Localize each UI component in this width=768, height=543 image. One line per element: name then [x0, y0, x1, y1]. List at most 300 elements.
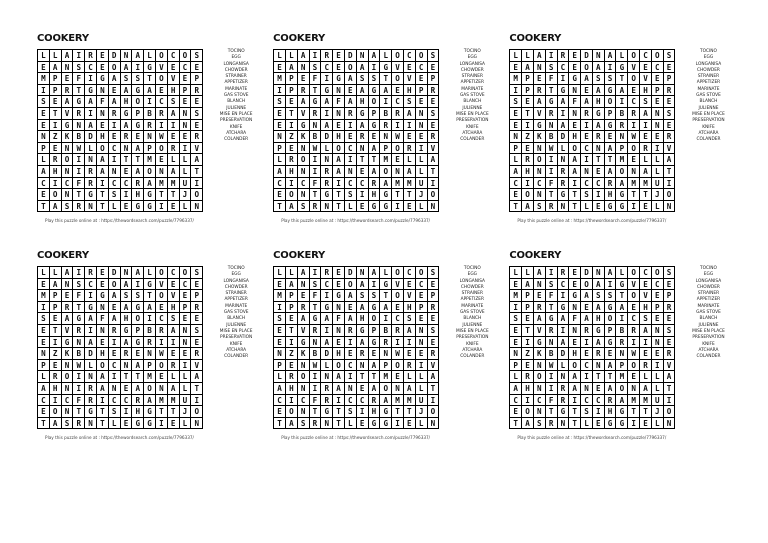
- grid-cell: A: [121, 85, 133, 97]
- grid-cell: O: [534, 371, 546, 383]
- grid-cell: M: [144, 371, 156, 383]
- grid-cell: T: [522, 325, 534, 337]
- grid-cell: A: [144, 302, 156, 314]
- word-list-item: BLANCH: [227, 99, 246, 105]
- grid-cell: N: [321, 154, 333, 166]
- grid-cell: S: [664, 325, 676, 337]
- word-list-item: APPETIZER: [224, 297, 248, 303]
- grid-cell: N: [652, 337, 664, 349]
- grid-cell: R: [85, 267, 97, 279]
- grid-cell: N: [62, 279, 74, 291]
- grid-cell: A: [640, 108, 652, 120]
- grid-cell: P: [380, 360, 392, 372]
- grid-cell: P: [616, 360, 628, 372]
- grid-cell: C: [168, 267, 180, 279]
- puzzle-title: COOKERY: [509, 33, 562, 44]
- grid-cell: P: [38, 360, 50, 372]
- word-list-item: APPETIZER: [696, 80, 721, 86]
- word-list-item: PRESERVATION: [220, 335, 253, 341]
- grid-cell: S: [428, 108, 440, 120]
- grid-cell: R: [357, 348, 369, 360]
- grid-cell: N: [569, 302, 581, 314]
- grid-cell: G: [357, 325, 369, 337]
- grid-cell: N: [333, 108, 345, 120]
- word-list-item: PRESERVATION: [456, 118, 489, 124]
- grid-cell: O: [416, 267, 428, 279]
- grid-cell: G: [121, 108, 133, 120]
- puzzle-online-link: Play this puzzle online at : https://thewordsearch.com/puzzle/7796337/: [45, 218, 194, 224]
- grid-cell: A: [298, 267, 310, 279]
- grid-cell: G: [144, 201, 156, 213]
- grid-cell: R: [404, 143, 416, 155]
- grid-cell: E: [38, 108, 50, 120]
- grid-cell: I: [416, 360, 428, 372]
- grid-cell: A: [369, 267, 381, 279]
- grid-cell: I: [97, 395, 109, 407]
- grid-cell: A: [581, 73, 593, 85]
- grid-cell: F: [97, 313, 109, 325]
- grid-cell: E: [121, 418, 133, 430]
- grid-cell: T: [640, 189, 652, 201]
- grid-cell: O: [428, 189, 440, 201]
- grid-cell: G: [144, 418, 156, 430]
- grid-cell: P: [286, 302, 298, 314]
- grid-cell: S: [404, 313, 416, 325]
- word-list: [679, 49, 737, 143]
- grid-cell: G: [132, 85, 144, 97]
- grid-cell: S: [274, 96, 286, 108]
- grid-cell: I: [144, 313, 156, 325]
- grid-cell: N: [62, 360, 74, 372]
- grid-cell: C: [274, 395, 286, 407]
- grid-cell: V: [628, 279, 640, 291]
- grid-cell: I: [274, 85, 286, 97]
- grid-cell: A: [286, 201, 298, 213]
- grid-cell: M: [616, 371, 628, 383]
- grid-cell: N: [628, 383, 640, 395]
- grid-cell: H: [369, 406, 381, 418]
- grid-cell: N: [333, 302, 345, 314]
- grid-cell: A: [121, 279, 133, 291]
- grid-cell: A: [380, 302, 392, 314]
- grid-cell: I: [546, 371, 558, 383]
- grid-cell: L: [50, 267, 62, 279]
- grid-cell: T: [286, 325, 298, 337]
- grid-cell: I: [357, 406, 369, 418]
- grid-cell: R: [132, 178, 144, 190]
- grid-cell: T: [274, 418, 286, 430]
- grid-cell: E: [286, 360, 298, 372]
- grid-cell: O: [191, 406, 203, 418]
- grid-cell: T: [97, 201, 109, 213]
- grid-cell: I: [73, 267, 85, 279]
- grid-cell: T: [593, 371, 605, 383]
- grid-cell: E: [510, 406, 522, 418]
- grid-cell: R: [558, 50, 570, 62]
- grid-cell: R: [310, 201, 322, 213]
- word-list-item: LONGANISA: [459, 61, 485, 67]
- grid-cell: E: [628, 85, 640, 97]
- grid-cell: M: [392, 178, 404, 190]
- grid-cell: C: [652, 279, 664, 291]
- grid-cell: N: [534, 406, 546, 418]
- grid-cell: C: [510, 395, 522, 407]
- grid-cell: E: [640, 279, 652, 291]
- grid-cell: N: [416, 120, 428, 132]
- grid-cell: A: [85, 337, 97, 349]
- grid-cell: R: [321, 383, 333, 395]
- grid-cell: E: [168, 201, 180, 213]
- grid-cell: A: [616, 85, 628, 97]
- grid-cell: E: [191, 120, 203, 132]
- word-list-item: EGG: [467, 272, 477, 278]
- grid-cell: R: [156, 108, 168, 120]
- grid-cell: E: [569, 279, 581, 291]
- word-list-item: EGG: [231, 55, 241, 61]
- grid-cell: T: [428, 166, 440, 178]
- grid-cell: R: [298, 85, 310, 97]
- grid-cell: E: [605, 348, 617, 360]
- grid-cell: A: [558, 337, 570, 349]
- grid-cell: T: [616, 290, 628, 302]
- grid-cell: E: [97, 279, 109, 291]
- grid-cell: G: [380, 279, 392, 291]
- grid-cell: N: [558, 418, 570, 430]
- grid-cell: E: [109, 85, 121, 97]
- word-list-item: APPETIZER: [460, 80, 484, 86]
- grid-cell: E: [593, 383, 605, 395]
- grid-cell: T: [144, 290, 156, 302]
- grid-cell: E: [581, 348, 593, 360]
- grid-cell: A: [534, 313, 546, 325]
- grid-cell: C: [321, 62, 333, 74]
- grid-cell: N: [298, 189, 310, 201]
- grid-cell: N: [558, 201, 570, 213]
- grid-cell: E: [274, 62, 286, 74]
- grid-cell: T: [168, 189, 180, 201]
- grid-cell: R: [357, 131, 369, 143]
- grid-cell: A: [357, 302, 369, 314]
- grid-cell: I: [286, 395, 298, 407]
- word-list: [207, 266, 265, 360]
- grid-cell: V: [428, 360, 440, 372]
- grid-cell: K: [298, 348, 310, 360]
- word-list-item: TOCINO: [700, 49, 717, 54]
- grid-cell: O: [132, 96, 144, 108]
- grid-cell: E: [333, 279, 345, 291]
- grid-cell: I: [180, 143, 192, 155]
- grid-cell: U: [652, 178, 664, 190]
- grid-cell: F: [73, 395, 85, 407]
- grid-cell: V: [628, 62, 640, 74]
- grid-cell: P: [191, 290, 203, 302]
- grid-cell: B: [144, 325, 156, 337]
- grid-cell: V: [404, 290, 416, 302]
- grid-cell: E: [97, 337, 109, 349]
- grid-cell: S: [640, 313, 652, 325]
- grid-cell: I: [664, 395, 676, 407]
- word-list-item: PRESERVATION: [692, 118, 725, 124]
- grid-cell: B: [616, 108, 628, 120]
- grid-cell: B: [380, 325, 392, 337]
- grid-cell: G: [73, 313, 85, 325]
- grid-cell: A: [593, 279, 605, 291]
- word-list-item: PRESERVATION: [220, 118, 253, 124]
- grid-cell: C: [38, 178, 50, 190]
- grid-cell: G: [616, 189, 628, 201]
- grid-cell: C: [628, 96, 640, 108]
- grid-cell: O: [144, 166, 156, 178]
- grid-cell: E: [428, 96, 440, 108]
- grid-cell: O: [534, 154, 546, 166]
- grid-cell: S: [593, 73, 605, 85]
- grid-cell: A: [522, 418, 534, 430]
- grid-cell: I: [286, 337, 298, 349]
- grid-cell: N: [191, 418, 203, 430]
- word-list-item: ATCHARA: [462, 130, 483, 136]
- puzzle-online-link: Play this puzzle online at : https://thewordsearch.com/puzzle/7796337/: [517, 435, 667, 441]
- grid-cell: A: [274, 166, 286, 178]
- grid-cell: L: [38, 267, 50, 279]
- grid-cell: G: [534, 337, 546, 349]
- grid-cell: Z: [50, 131, 62, 143]
- grid-cell: O: [156, 143, 168, 155]
- grid-cell: L: [510, 154, 522, 166]
- grid-cell: P: [286, 290, 298, 302]
- grid-cell: A: [298, 96, 310, 108]
- grid-cell: A: [522, 62, 534, 74]
- grid-cell: N: [428, 201, 440, 213]
- word-list-item: MISE EN PLACE: [219, 328, 253, 334]
- grid-cell: A: [345, 96, 357, 108]
- grid-cell: V: [392, 279, 404, 291]
- grid-cell: M: [510, 73, 522, 85]
- grid-cell: H: [369, 189, 381, 201]
- grid-cell: M: [380, 371, 392, 383]
- grid-cell: U: [416, 178, 428, 190]
- grid-cell: S: [581, 406, 593, 418]
- grid-cell: I: [38, 302, 50, 314]
- grid-cell: I: [558, 290, 570, 302]
- grid-cell: E: [510, 62, 522, 74]
- puzzle-title: COOKERY: [273, 250, 326, 261]
- grid-cell: H: [168, 302, 180, 314]
- grid-cell: L: [38, 371, 50, 383]
- grid-cell: C: [357, 395, 369, 407]
- word-list: [207, 49, 265, 143]
- grid-cell: A: [664, 371, 676, 383]
- grid-cell: A: [121, 302, 133, 314]
- grid-cell: A: [593, 62, 605, 74]
- grid-cell: O: [286, 189, 298, 201]
- grid-cell: R: [310, 325, 322, 337]
- grid-cell: S: [109, 189, 121, 201]
- grid-cell: A: [97, 154, 109, 166]
- word-list-item: KNIFE: [702, 124, 715, 130]
- grid-cell: R: [191, 85, 203, 97]
- grid-cell: R: [546, 201, 558, 213]
- grid-cell: R: [664, 302, 676, 314]
- grid-cell: R: [191, 131, 203, 143]
- grid-cell: H: [97, 348, 109, 360]
- grid-cell: A: [380, 395, 392, 407]
- grid-cell: T: [121, 371, 133, 383]
- grid-cell: R: [310, 418, 322, 430]
- grid-cell: T: [73, 406, 85, 418]
- grid-cell: O: [416, 50, 428, 62]
- grid-cell: N: [62, 143, 74, 155]
- grid-cell: E: [628, 302, 640, 314]
- grid-cell: T: [392, 189, 404, 201]
- grid-cell: T: [50, 108, 62, 120]
- grid-cell: T: [380, 73, 392, 85]
- grid-cell: I: [558, 325, 570, 337]
- grid-cell: T: [144, 73, 156, 85]
- grid-cell: E: [357, 418, 369, 430]
- grid-cell: N: [558, 371, 570, 383]
- grid-cell: T: [73, 302, 85, 314]
- grid-cell: E: [38, 120, 50, 132]
- grid-cell: N: [298, 406, 310, 418]
- grid-cell: A: [510, 383, 522, 395]
- grid-cell: I: [428, 395, 440, 407]
- grid-cell: H: [132, 406, 144, 418]
- grid-cell: G: [616, 279, 628, 291]
- grid-cell: V: [156, 62, 168, 74]
- grid-cell: A: [534, 267, 546, 279]
- grid-cell: L: [380, 267, 392, 279]
- grid-cell: U: [180, 395, 192, 407]
- grid-cell: V: [62, 325, 74, 337]
- grid-cell: A: [404, 166, 416, 178]
- grid-cell: N: [664, 418, 676, 430]
- grid-cell: G: [85, 406, 97, 418]
- grid-cell: G: [380, 418, 392, 430]
- grid-cell: A: [109, 313, 121, 325]
- grid-cell: D: [109, 50, 121, 62]
- grid-cell: E: [357, 166, 369, 178]
- grid-cell: N: [534, 360, 546, 372]
- grid-cell: E: [569, 62, 581, 74]
- grid-cell: L: [321, 360, 333, 372]
- grid-cell: S: [581, 189, 593, 201]
- grid-cell: T: [569, 201, 581, 213]
- grid-cell: I: [286, 120, 298, 132]
- grid-cell: R: [593, 348, 605, 360]
- letter-grid: [273, 266, 439, 429]
- grid-cell: A: [357, 279, 369, 291]
- grid-cell: R: [62, 85, 74, 97]
- grid-cell: G: [605, 302, 617, 314]
- grid-cell: A: [404, 383, 416, 395]
- grid-cell: O: [180, 50, 192, 62]
- grid-cell: E: [62, 73, 74, 85]
- grid-cell: O: [581, 62, 593, 74]
- grid-cell: E: [522, 360, 534, 372]
- puzzle-online-link: Play this puzzle online at : https://thewordsearch.com/puzzle/7796337/: [45, 435, 194, 441]
- grid-cell: P: [428, 73, 440, 85]
- grid-cell: A: [168, 383, 180, 395]
- grid-cell: S: [132, 290, 144, 302]
- grid-cell: I: [404, 120, 416, 132]
- word-list-item: KNIFE: [702, 341, 715, 347]
- grid-cell: T: [522, 108, 534, 120]
- grid-cell: E: [38, 325, 50, 337]
- grid-cell: P: [286, 73, 298, 85]
- grid-cell: E: [345, 131, 357, 143]
- grid-cell: N: [298, 166, 310, 178]
- word-list-item: GAS STOVE: [223, 310, 249, 316]
- grid-cell: T: [38, 201, 50, 213]
- grid-cell: N: [628, 166, 640, 178]
- grid-cell: R: [321, 395, 333, 407]
- grid-cell: G: [310, 96, 322, 108]
- grid-cell: T: [546, 189, 558, 201]
- grid-cell: V: [428, 143, 440, 155]
- grid-cell: I: [581, 120, 593, 132]
- grid-cell: T: [286, 108, 298, 120]
- letter-grid: [509, 49, 675, 212]
- grid-cell: E: [428, 62, 440, 74]
- grid-cell: O: [156, 267, 168, 279]
- grid-cell: D: [85, 131, 97, 143]
- grid-cell: L: [404, 371, 416, 383]
- grid-cell: E: [97, 120, 109, 132]
- grid-cell: W: [546, 143, 558, 155]
- grid-cell: C: [274, 178, 286, 190]
- grid-cell: H: [404, 302, 416, 314]
- grid-cell: A: [109, 73, 121, 85]
- grid-cell: A: [85, 120, 97, 132]
- grid-cell: I: [345, 154, 357, 166]
- grid-cell: G: [144, 406, 156, 418]
- word-list-item: KNIFE: [466, 124, 479, 130]
- grid-cell: A: [345, 290, 357, 302]
- grid-cell: S: [345, 189, 357, 201]
- grid-cell: N: [534, 62, 546, 74]
- grid-cell: C: [593, 395, 605, 407]
- grid-cell: O: [522, 189, 534, 201]
- grid-cell: P: [286, 85, 298, 97]
- grid-cell: R: [286, 371, 298, 383]
- grid-cell: N: [62, 62, 74, 74]
- grid-cell: G: [333, 290, 345, 302]
- grid-cell: R: [428, 348, 440, 360]
- grid-cell: R: [380, 120, 392, 132]
- grid-cell: A: [428, 154, 440, 166]
- grid-cell: N: [310, 120, 322, 132]
- grid-cell: N: [97, 108, 109, 120]
- grid-cell: R: [144, 337, 156, 349]
- grid-cell: T: [605, 371, 617, 383]
- grid-cell: K: [62, 131, 74, 143]
- grid-cell: A: [380, 85, 392, 97]
- worksheet-page: [37, 32, 737, 462]
- grid-cell: E: [640, 62, 652, 74]
- grid-cell: L: [144, 50, 156, 62]
- grid-cell: I: [546, 267, 558, 279]
- grid-cell: W: [392, 348, 404, 360]
- grid-cell: N: [321, 371, 333, 383]
- word-list-item: COLANDER: [460, 137, 485, 143]
- grid-cell: R: [428, 85, 440, 97]
- grid-cell: E: [50, 360, 62, 372]
- word-list-item: BLANCH: [463, 99, 482, 105]
- grid-cell: A: [357, 85, 369, 97]
- grid-cell: I: [168, 337, 180, 349]
- grid-cell: T: [121, 154, 133, 166]
- puzzle-copy: [273, 32, 501, 245]
